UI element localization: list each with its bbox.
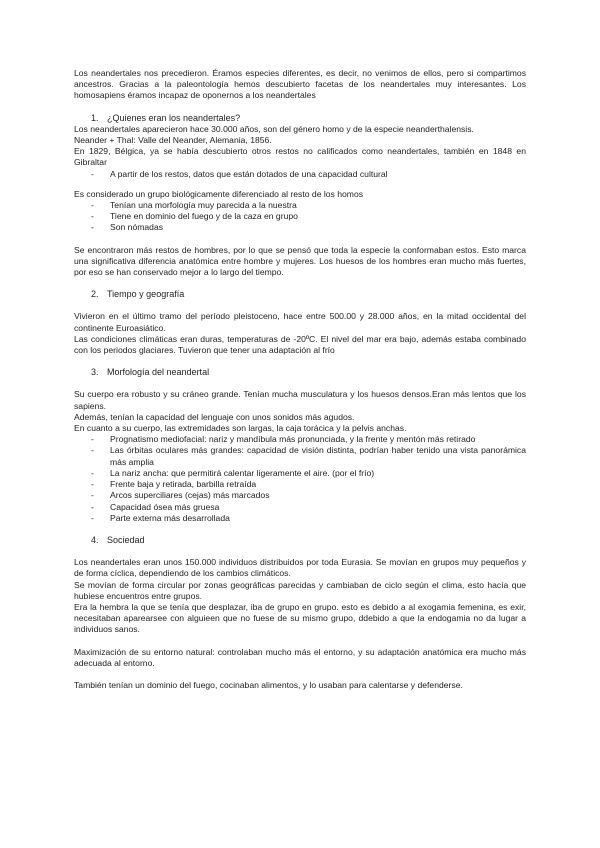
list-item: - Son nómadas: [74, 222, 526, 233]
list-item: - Capacidad ósea más gruesa: [74, 502, 526, 513]
s2-paragraph-1: Vivieron en el último tramo del período pleistoceno, hace entre 500.00 y 28.000 años, en la mitad occidental del continente Euroasiático.: [74, 311, 526, 333]
s4-paragraph-5: También tenían un dominio del fuego, cocinaban alimentos, y lo usaban para calentarse y defenderse.: [74, 679, 463, 690]
s3-paragraph-3: En cuanto a su cuerpo, las extremidades son largas, la caja torácica y la pelvis anchas.: [74, 423, 407, 434]
s4-paragraph-2: Se movían de forma circular por zonas geográficas parecidas y cambiaban de ciclo según el clima, esto hacía que hubiese encuentros entre grupos.: [74, 579, 526, 601]
section-3-heading: [74, 367, 526, 378]
section-3-title: Morfología del neandertal: [107, 367, 210, 378]
section-2-title: Tiempo y geografía: [107, 289, 185, 300]
list-item: - Parte externa más desarrollada: [74, 513, 526, 524]
s1-list-1: [74, 169, 526, 180]
section-1-title: ¿Quienes eran los neandertales?: [107, 112, 241, 123]
list-item: - Las órbitas oculares más grandes: capacidad de visión distinta, podrían haber tenido una vista panorámica más amplia: [74, 445, 526, 467]
section-4-number: 4.: [91, 534, 99, 545]
s4-paragraph-4: Maximización de su entorno natural: controlaban mucho más el entorno, y su adaptación anatómica era mucho más adecuada al entorno.: [74, 646, 526, 668]
s1-paragraph-3: En 1829, Bélgica, ya se había descubierto otros restos no calificados como neandertales, también en 1848 en Gibraltar: [74, 146, 526, 168]
list-item: - La nariz ancha: que permitirá calentar ligeramente el aire. (por el frío): [74, 468, 526, 479]
list-item: - Prognatismo mediofacial: nariz y mandíbula más pronunciada, y la frente y mentón más retirado: [74, 434, 526, 445]
s3-paragraph-2: Además, tenían la capacidad del lenguaje con unos sonidos más agudos.: [74, 411, 355, 422]
s2-paragraph-2: Las condiciones climáticas eran duras, temperaturas de -20ºC. El nivel del mar era bajo, además estaba combinado con los periodos glaciares. Tuvieron que tener una adaptación al frío: [74, 333, 526, 356]
section-3-number: 3.: [91, 367, 99, 378]
s1-paragraph-2: Neander + Thal: Valle del Neander, Alemania, 1856.: [74, 135, 272, 146]
s1-paragraph-4: Es considerado un grupo biológicamente diferenciado al resto de los homos: [74, 188, 364, 199]
s4-paragraph-1: Los neandertales eran unos 150.000 individuos distribuidos por toda Eurasia. Se movían en grupos muy pequeños y de forma cíclica, dependiendo de los cambios climáticos.: [74, 557, 526, 579]
section-2-number: 2.: [91, 289, 99, 300]
s3-list: [74, 434, 526, 524]
section-4-heading: [74, 535, 526, 546]
list-item: - Tenían una morfología muy parecida a la nuestra: [74, 200, 526, 211]
s1-list-2: [74, 200, 526, 234]
list-item: - Frente baja y retirada, barbilla retraída: [74, 479, 526, 490]
s3-paragraph-1: Su cuerpo era robusto y su cráneo grande. Tenían mucha musculatura y los huesos densos.Eran más lentos que los sapiens.: [74, 389, 526, 411]
list-item: - A partir de los restos, datos que están dotados de una capacidad cultural: [74, 169, 526, 180]
list-item: - Arcos superciliares (cejas) más marcados: [74, 490, 526, 501]
section-4-title: Sociedad: [107, 534, 145, 545]
section-2-heading: [74, 289, 526, 300]
s4-paragraph-3: Era la hembra la que se tenía que desplazar, iba de grupo en grupo. esto es debido a al exogamia femenina, es exir, necesitaban aparearsee con alguieen que no fuese de su mismo grupo, ddebido a que la endogamia no da lugar a individuos sanos.: [74, 601, 526, 635]
s1-paragraph-5: Se encontraron más restos de hombres, por lo que se pensó que toda la especie la conformaban estos. Esto marca una significativa diferencia anatómica entre hombre y mujeres. Los huesos de los hombres eran mucho más fuertes, por eso se han conservado mejor a lo largo del tiempo.: [74, 244, 526, 278]
section-1-number: 1.: [91, 112, 99, 123]
intro-paragraph: Los neandertales nos precedieron. Éramos especies diferentes, es decir, no venimos de ellos, pero si compartimos ancestros. Gracias a la paleontología hemos descubierto facetas de los neandertales muy interesantes. Los homosapiens éramos incapaz de oponernos a los neandertales: [74, 68, 526, 101]
section-1-heading: [74, 113, 526, 124]
list-item: - Tiene en dominio del fuego y de la caza en grupo: [74, 211, 526, 222]
s1-paragraph-1: Los neandertales aparecieron hace 30.000 años, son del género homo y de la especie neanderthalensis.: [74, 123, 474, 134]
